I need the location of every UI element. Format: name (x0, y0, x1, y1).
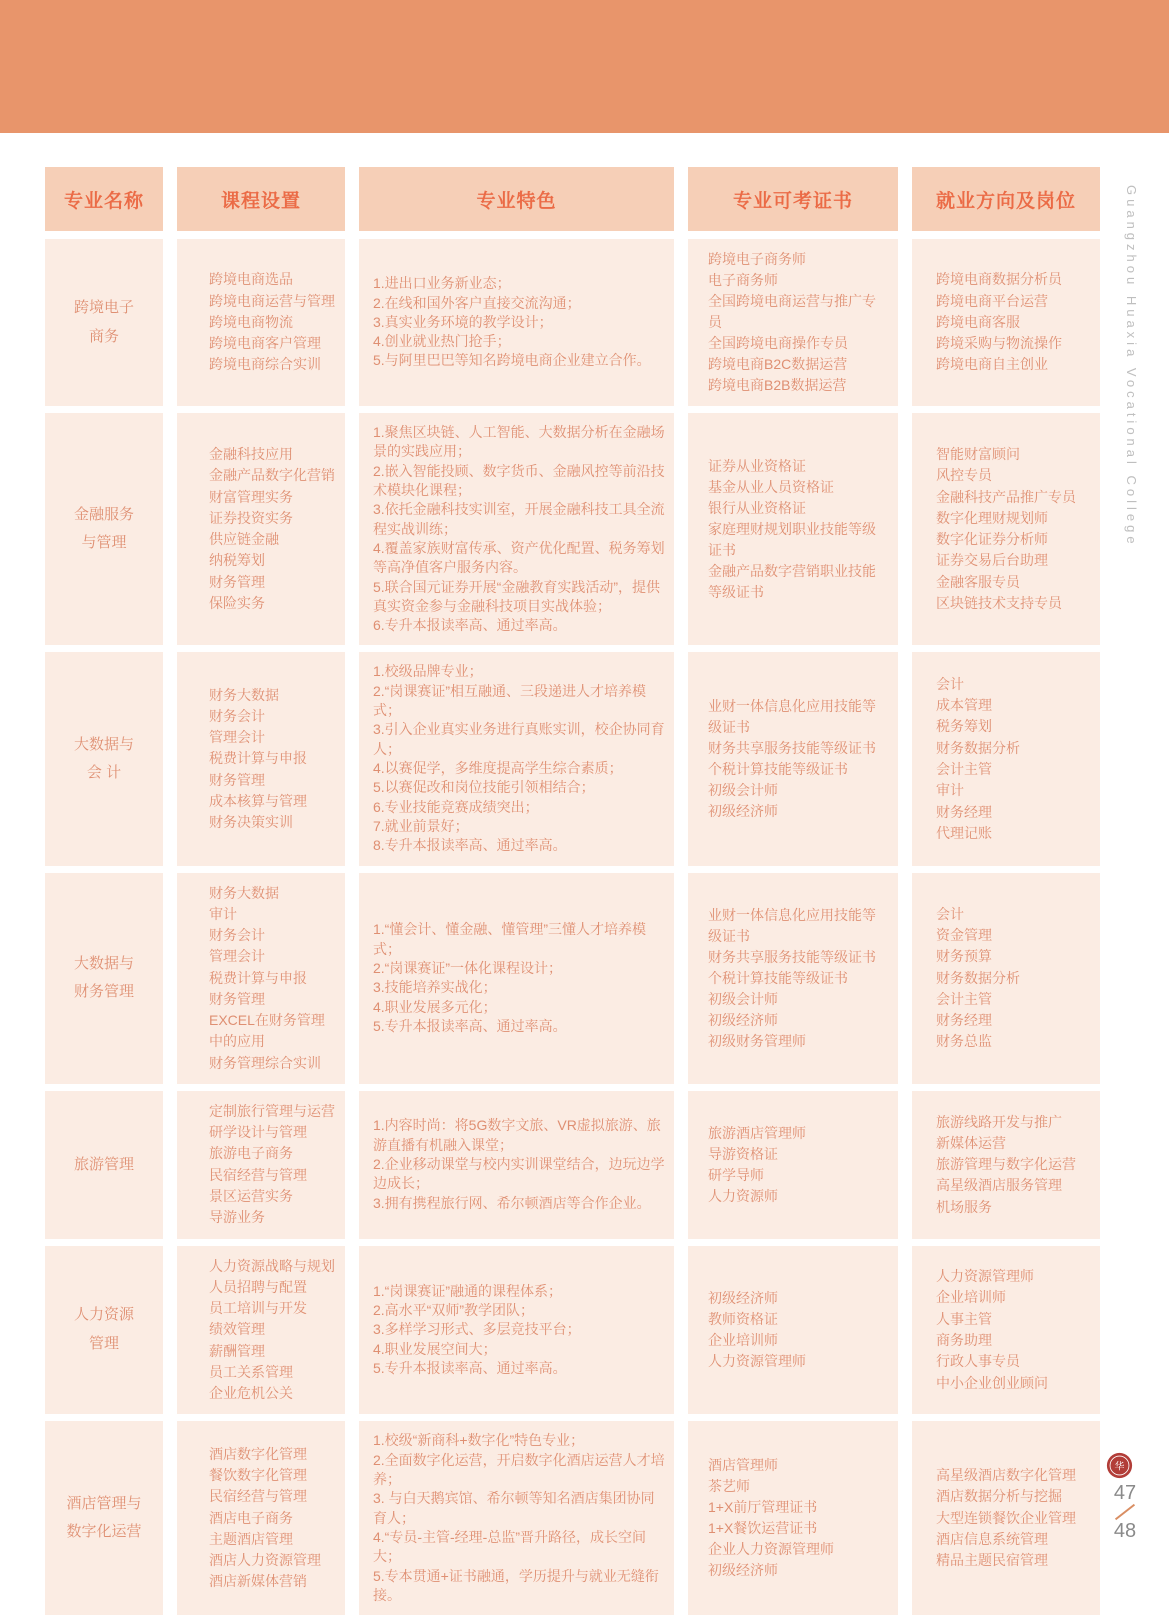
certificate-item: 人力资源管理师 (708, 1352, 806, 1369)
feature-item: 3.真实业务环境的教学设计； (373, 313, 553, 330)
course-item: EXCEL在财务管理中的应用 (209, 1012, 325, 1050)
feature-item: 7.就业前景好； (373, 817, 469, 834)
course-item: 金融产品数字化营销 (209, 467, 335, 484)
certificate-item: 跨境电商B2C数据运营 (708, 356, 848, 372)
feature-item: 5.与阿里巴巴等知名跨境电商企业建立合作。 (373, 352, 651, 369)
feature-item: 5.专升本报读率高、通过率高。 (373, 1017, 567, 1034)
feature-item: 2.企业移动课堂与校内实训课堂结合，边玩边学边成长； (373, 1156, 665, 1192)
certificate-item: 酒店管理师 (708, 1457, 778, 1474)
feature-item: 3.依托金融科技实训室，开展金融科技工具全流程实战训练； (373, 501, 665, 537)
job-item: 财务数据分析 (936, 969, 1020, 986)
job-item: 大型连锁餐饮企业管理 (936, 1509, 1076, 1526)
course-item: 成本核算与管理 (209, 792, 307, 809)
major-name-line: 与管理 (81, 534, 127, 552)
job-item: 税务筹划 (936, 718, 992, 735)
job-item: 精品主题民宿管理 (936, 1552, 1048, 1569)
major-name-line: 酒店管理与 (66, 1494, 142, 1512)
course-item: 企业危机公关 (209, 1385, 293, 1402)
certificate-item: 初级会计师 (708, 782, 778, 798)
feature-item: 8.专升本报读率高、通过率高。 (373, 837, 567, 854)
majors-table (45, 167, 1101, 1622)
table-row (45, 413, 1101, 645)
table-body (45, 239, 1101, 1615)
feature-item: 4.职业发展空间大； (373, 1340, 497, 1357)
college-name-side-text: Guangzhou Huaxia Vocational College (1124, 185, 1139, 548)
certificate-item: 人力资源师 (708, 1187, 778, 1204)
certificates-cell (688, 873, 898, 1084)
jobs-cell (912, 1091, 1100, 1239)
course-item: 财务管理 (209, 990, 265, 1007)
major-name-line: 商务 (88, 327, 119, 345)
job-item: 财务预算 (936, 948, 992, 965)
major-name-line: 跨境电子 (73, 299, 134, 316)
job-item: 人事主管 (936, 1310, 992, 1327)
features-cell (359, 239, 674, 406)
course-item: 财富管理实务 (209, 488, 293, 505)
certificate-item: 个税计算技能等级证书 (708, 761, 848, 777)
feature-item: 6.专业技能竞赛成绩突出； (373, 798, 539, 815)
top-banner (0, 0, 1169, 133)
course-item: 景区运营实务 (209, 1188, 293, 1205)
major-name-line: 旅游管理 (73, 1155, 134, 1173)
job-item: 中小企业创业顾问 (936, 1374, 1048, 1391)
certificate-item: 初级财务管理师 (708, 1032, 806, 1049)
course-item: 研学设计与管理 (209, 1124, 307, 1141)
course-item: 酒店人力资源管理 (209, 1552, 321, 1569)
course-item: 财务会计 (209, 707, 265, 724)
course-item: 民宿经营与管理 (209, 1488, 307, 1505)
course-item: 民宿经营与管理 (209, 1166, 307, 1183)
course-item: 纳税筹划 (209, 552, 265, 569)
major-name-line: 财务管理 (73, 983, 134, 1001)
course-item: 导游业务 (209, 1209, 265, 1226)
feature-item: 5.专本贯通+证书融通，学历提升与就业无缝衔接。 (373, 1567, 659, 1603)
features-cell (359, 652, 674, 865)
features-cell (359, 1246, 674, 1415)
certificate-item: 研学导师 (708, 1166, 764, 1183)
feature-item: 1.内容时尚：将5G数字文旅、VR虚拟旅游、旅游直播有机融入课堂； (373, 1117, 661, 1153)
certificate-item: 证券从业资格证 (708, 457, 806, 474)
column-header-features: 专业特色 (359, 167, 674, 231)
course-item: 旅游电子商务 (209, 1145, 293, 1162)
certificate-item: 导游资格证 (708, 1145, 778, 1162)
jobs-cell (912, 239, 1100, 406)
course-item: 税费计算与申报 (209, 750, 307, 767)
course-item: 财务管理 (209, 771, 265, 788)
certificate-item: 全国跨境电商操作专员 (708, 335, 848, 351)
table-row (45, 239, 1101, 406)
course-item: 跨境电商选品 (209, 271, 293, 288)
job-item: 跨境电商客服 (936, 313, 1020, 330)
course-item: 财务决策实训 (209, 814, 293, 831)
certificate-item: 个税计算技能等级证书 (708, 969, 848, 986)
major-name-cell (45, 413, 163, 645)
feature-item: 5.以赛促改和岗位技能引领相结合； (373, 779, 595, 796)
course-item: 薪酬管理 (209, 1342, 265, 1359)
courses-cell (177, 239, 345, 406)
job-item: 新媒体运营 (936, 1134, 1006, 1151)
course-item: 税费计算与申报 (209, 969, 307, 986)
table-row (45, 1246, 1101, 1415)
course-item: 主题酒店管理 (209, 1530, 293, 1547)
certificate-item: 家庭理财规划职业技能等级证书 (708, 520, 876, 558)
major-name-line: 管理 (88, 1334, 119, 1352)
job-item: 行政人事专员 (936, 1353, 1020, 1370)
courses-cell (177, 652, 345, 865)
courses-cell (177, 1091, 345, 1239)
page-number-block (1103, 1482, 1147, 1542)
certificates-cell (688, 1421, 898, 1615)
courses-cell (177, 1246, 345, 1415)
certificate-item: 1+X餐饮运营证书 (708, 1520, 818, 1537)
job-item: 旅游线路开发与推广 (936, 1113, 1062, 1130)
table-row (45, 652, 1101, 865)
major-name-cell (45, 652, 163, 865)
job-item: 成本管理 (936, 697, 992, 714)
course-item: 跨境电商物流 (209, 313, 293, 330)
feature-item: 3.引入企业真实业务进行真账实训，校企协同育人； (373, 721, 665, 757)
feature-item: 2.嵌入智能投顾、数字货币、金融风控等前沿技术模块化课程； (373, 462, 665, 498)
course-item: 跨境电商运营与管理 (209, 292, 335, 309)
job-item: 金融科技产品推广专员 (936, 488, 1076, 505)
feature-item: 6.专升本报读率高、通过率高。 (373, 617, 567, 634)
job-item: 跨境电商平台运营 (936, 292, 1048, 309)
page-number-bottom: 48 (1113, 1520, 1137, 1542)
courses-cell (177, 1421, 345, 1615)
features-cell (359, 1421, 674, 1615)
feature-item: 5.专升本报读率高、通过率高。 (373, 1359, 567, 1376)
certificate-item: 财务共享服务技能等级证书 (708, 740, 876, 756)
course-item: 财务管理 (209, 573, 265, 590)
job-item: 金融客服专员 (936, 573, 1020, 590)
certificate-item: 初级经济师 (708, 1562, 778, 1579)
certificate-item: 旅游酒店管理师 (708, 1124, 806, 1141)
certificate-item: 业财一体信息化应用技能等级证书 (708, 906, 876, 944)
course-item: 跨境电商综合实训 (209, 356, 321, 373)
course-item: 人力资源战略与规划 (209, 1257, 335, 1274)
job-item: 商务助理 (936, 1331, 992, 1348)
job-item: 代理记账 (936, 824, 992, 841)
major-name-cell (45, 1091, 163, 1239)
major-name-cell (45, 239, 163, 406)
job-item: 证券交易后台助理 (936, 552, 1048, 569)
feature-item: 2.“岗课赛证”一体化课程设计； (373, 959, 562, 976)
feature-item: 4.“专员-主管-经理-总监”晋升路径，成长空间大； (373, 1528, 646, 1565)
course-item: 管理会计 (209, 729, 265, 746)
course-item: 供应链金融 (209, 531, 279, 548)
job-item: 会计 (936, 675, 964, 692)
job-item: 会计 (936, 905, 964, 922)
job-item: 审计 (936, 782, 964, 799)
feature-item: 4.以赛促学，多维度提高学生综合素质； (373, 760, 623, 776)
major-name-cell (45, 1246, 163, 1415)
course-item: 财务大数据 (209, 686, 279, 703)
certificate-item: 业财一体信息化应用技能等级证书 (708, 698, 876, 735)
features-cell (359, 1091, 674, 1239)
course-item: 酒店新媒体营销 (209, 1573, 307, 1590)
jobs-cell (912, 1246, 1100, 1415)
certificate-item: 跨境电子商务师 (708, 251, 806, 267)
courses-cell (177, 873, 345, 1084)
feature-item: 1.聚焦区块链、人工智能、大数据分析在金融场景的实践应用； (373, 424, 665, 460)
job-item: 会计主管 (936, 761, 992, 777)
feature-item: 1.“岗课赛证”融通的课程体系； (373, 1282, 562, 1299)
job-item: 数字化理财规划师 (936, 509, 1048, 526)
table-row (45, 873, 1101, 1084)
major-name-line: 大数据与 (73, 735, 134, 753)
job-item: 跨境采购与物流操作 (936, 335, 1062, 352)
major-name-line: 数字化运营 (66, 1523, 142, 1541)
course-item: 酒店数字化管理 (209, 1445, 307, 1462)
job-item: 财务经理 (936, 803, 992, 820)
certificate-item: 初级经济师 (708, 1289, 778, 1306)
certificate-item: 初级经济师 (708, 1011, 778, 1028)
job-item: 财务经理 (936, 1012, 992, 1029)
major-name-cell (45, 873, 163, 1084)
job-item: 风控专员 (936, 467, 992, 484)
job-item: 人力资源管理师 (936, 1268, 1034, 1285)
column-header-major-name: 专业名称 (45, 167, 163, 231)
certificate-item: 电子商务师 (708, 272, 778, 288)
job-item: 财务数据分析 (936, 739, 1020, 756)
table-row (45, 1421, 1101, 1615)
major-name-line: 金融服务 (73, 505, 134, 523)
certificate-item: 金融产品数字营销职业技能等级证书 (708, 562, 876, 600)
college-seal-icon (1106, 1452, 1133, 1479)
course-item: 人员招聘与配置 (209, 1278, 307, 1295)
major-name-line: 人力资源 (73, 1306, 134, 1324)
jobs-cell (912, 873, 1100, 1084)
job-item: 企业培训师 (936, 1289, 1006, 1306)
job-item: 智能财富顾问 (936, 446, 1020, 463)
course-item: 财务大数据 (209, 884, 279, 901)
job-item: 旅游管理与数字化运营 (936, 1156, 1076, 1173)
svg-text:华: 华 (1114, 1461, 1125, 1473)
certificate-item: 初级经济师 (708, 803, 778, 819)
feature-item: 1.校级品牌专业； (373, 663, 483, 680)
certificate-item: 企业人力资源管理师 (708, 1541, 834, 1558)
feature-item: 2.全面数字化运营，开启数字化酒店运营人才培养； (373, 1451, 665, 1488)
course-item: 证券投资实务 (209, 509, 293, 526)
column-header-certificates: 专业可考证书 (688, 167, 898, 231)
certificate-item: 全国跨境电商运营与推广专员 (708, 293, 876, 330)
feature-item: 3.多样学习形式、多层竞技平台； (373, 1321, 581, 1338)
job-item: 财务总监 (936, 1033, 992, 1050)
course-item: 金融科技应用 (209, 446, 293, 463)
job-item: 跨境电商自主创业 (936, 356, 1048, 373)
course-item: 管理会计 (209, 948, 265, 965)
job-item: 机场服务 (936, 1198, 992, 1215)
feature-item: 1.校级“新商科+数字化”特色专业； (373, 1432, 585, 1449)
feature-item: 3.技能培养实战化； (373, 979, 497, 996)
jobs-cell (912, 1421, 1100, 1615)
feature-item: 4.职业发展多元化； (373, 998, 497, 1015)
certificates-cell (688, 239, 898, 406)
course-item: 员工关系管理 (209, 1363, 293, 1380)
job-item: 会计主管 (936, 990, 992, 1007)
certificate-item: 茶艺师 (708, 1478, 750, 1495)
major-name-line: 大数据与 (73, 954, 134, 972)
job-item: 数字化证券分析师 (936, 531, 1048, 548)
course-item: 审计 (209, 905, 237, 922)
feature-item: 3.拥有携程旅行网、希尔顿酒店等合作企业。 (373, 1194, 651, 1211)
jobs-cell (912, 652, 1100, 865)
major-name-line: 会 计 (86, 764, 122, 781)
job-item: 资金管理 (936, 927, 992, 944)
course-item: 财务管理综合实训 (209, 1054, 321, 1071)
job-item: 高星级酒店服务管理 (936, 1177, 1062, 1194)
feature-item: 1.“懂会计、懂金融、懂管理”三懂人才培养模式； (373, 921, 646, 957)
course-item: 酒店电子商务 (209, 1509, 293, 1526)
job-item: 跨境电商数据分析员 (936, 271, 1062, 288)
course-item: 餐饮数字化管理 (209, 1467, 307, 1484)
course-item: 保险实务 (209, 595, 265, 612)
feature-item: 5.联合国元证券开展“金融教育实践活动”，提供真实资金参与金融科技项目实战体验； (373, 578, 660, 614)
course-item: 员工培训与开发 (209, 1300, 307, 1317)
table-row (45, 1091, 1101, 1239)
courses-cell (177, 413, 345, 645)
certificates-cell (688, 1091, 898, 1239)
jobs-cell (912, 413, 1100, 645)
major-name-cell (45, 1421, 163, 1615)
feature-item: 2.高水平“双师”教学团队； (373, 1302, 534, 1318)
certificate-item: 1+X前厅管理证书 (708, 1499, 818, 1516)
certificates-cell (688, 413, 898, 645)
certificate-item: 基金从业人员资格证 (708, 478, 834, 495)
feature-item: 2.“岗课赛证”相互融通、三段递进人才培养模式； (373, 682, 646, 719)
job-item: 酒店数据分析与挖掘 (936, 1488, 1062, 1505)
column-header-courses: 课程设置 (177, 167, 345, 231)
page-number-divider (1115, 1504, 1135, 1520)
certificates-cell (688, 1246, 898, 1415)
features-cell (359, 413, 674, 645)
certificate-item: 跨境电商B2B数据运营 (708, 377, 847, 393)
job-item: 高星级酒店数字化管理 (936, 1467, 1076, 1484)
course-item: 绩效管理 (209, 1321, 265, 1338)
feature-item: 2.在线和国外客户直接交流沟通； (373, 294, 581, 311)
job-item: 区块链技术支持专员 (936, 595, 1062, 612)
feature-item: 4.覆盖家族财富传承、资产优化配置、税务筹划等高净值客户服务内容。 (373, 539, 665, 576)
certificate-item: 银行从业资格证 (708, 499, 806, 516)
column-header-jobs: 就业方向及岗位 (912, 167, 1100, 231)
feature-item: 1.进出口业务新业态； (373, 275, 511, 292)
certificate-item: 企业培训师 (708, 1331, 778, 1348)
certificate-item: 教师资格证 (708, 1310, 778, 1327)
certificates-cell (688, 652, 898, 865)
certificate-item: 财务共享服务技能等级证书 (708, 948, 876, 965)
feature-item: 3. 与白天鹅宾馆、希尔顿等知名酒店集团协同育人； (373, 1490, 655, 1526)
course-item: 定制旅行管理与运营 (209, 1102, 335, 1119)
course-item: 财务会计 (209, 927, 265, 944)
feature-item: 4.创业就业热门抢手； (373, 333, 511, 350)
job-item: 酒店信息系统管理 (936, 1530, 1048, 1547)
page-number-top: 47 (1113, 1482, 1137, 1504)
certificate-item: 初级会计师 (708, 990, 778, 1007)
features-cell (359, 873, 674, 1084)
table-header-row (45, 167, 1101, 231)
course-item: 跨境电商客户管理 (209, 335, 321, 352)
